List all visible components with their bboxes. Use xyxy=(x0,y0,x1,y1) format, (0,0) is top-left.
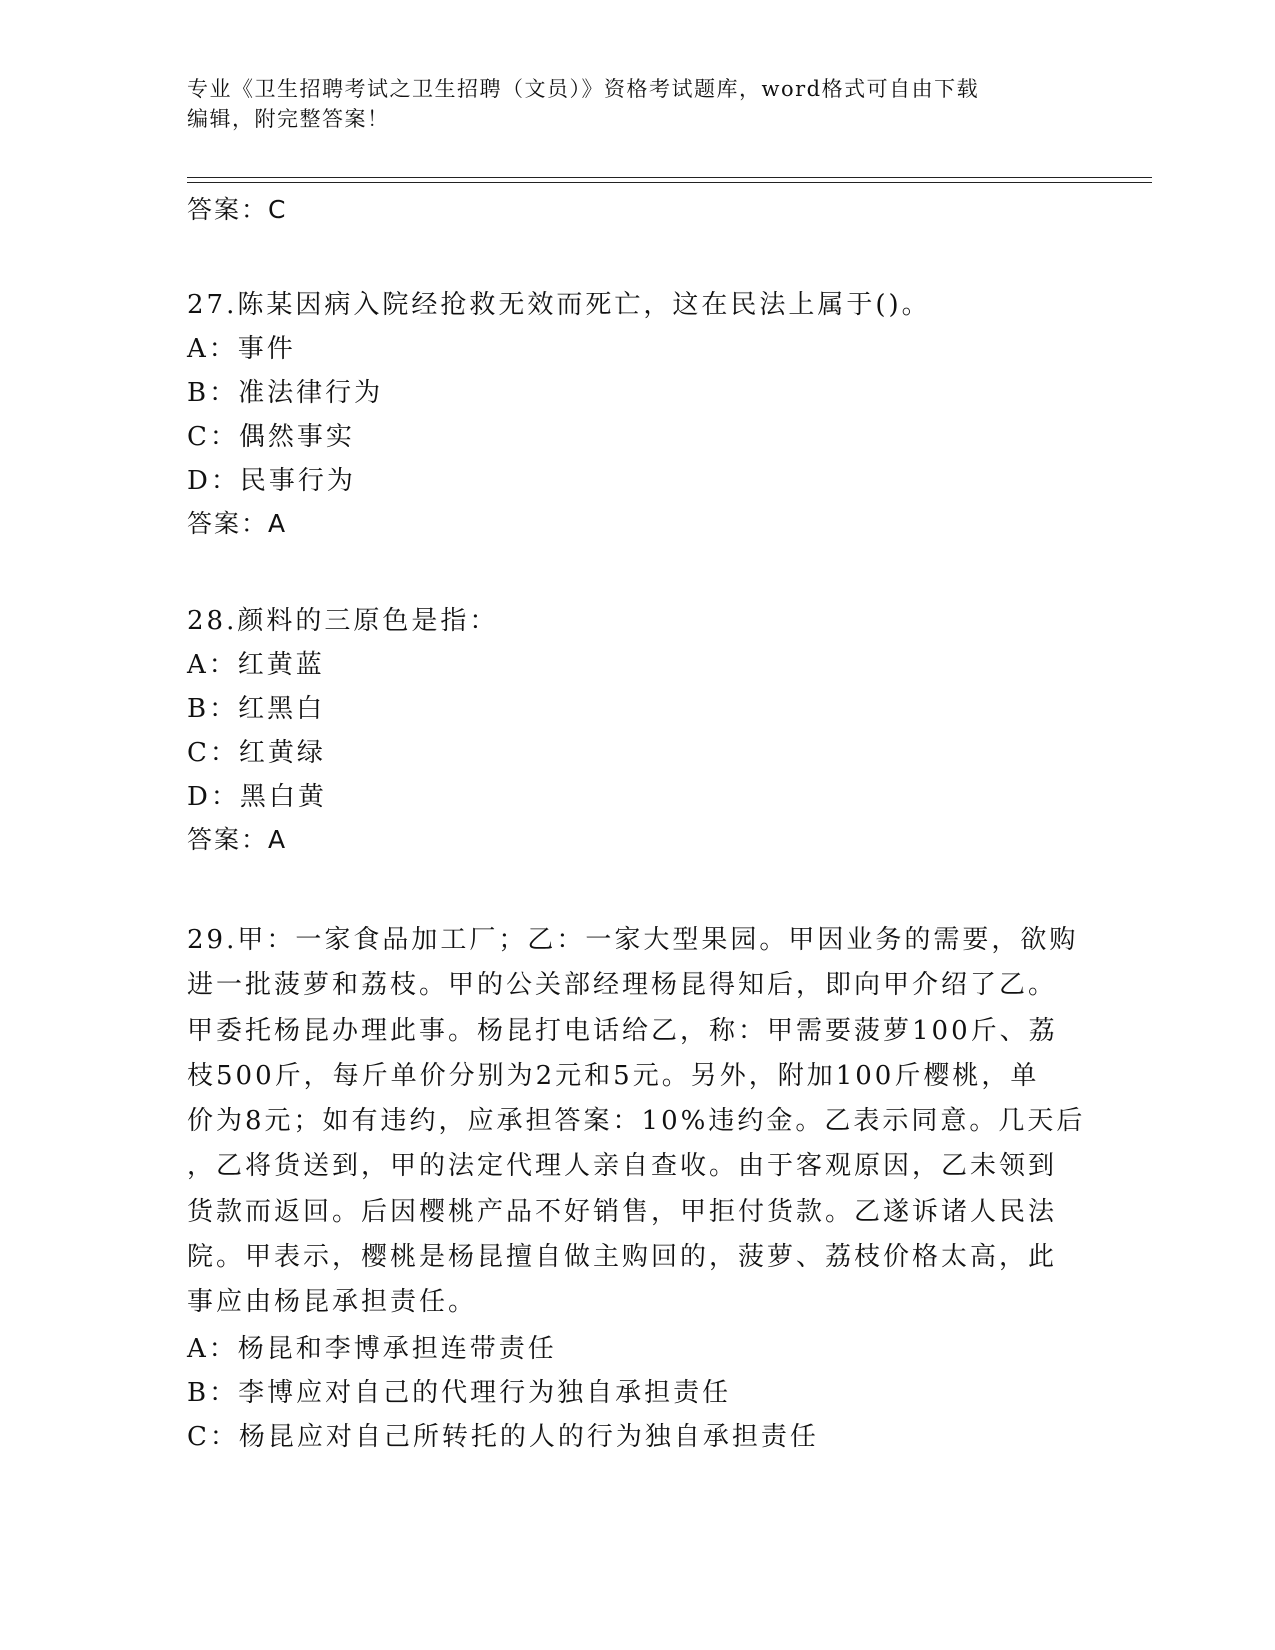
q28-option-a: A：红黄蓝 xyxy=(187,650,325,680)
q29-stem-line: 29.甲：一家食品加工厂；乙：一家大型果园。甲因业务的需要，欲购 xyxy=(187,925,1079,955)
q29-stem-line: 价为8元；如有违约，应承担答案：10%违约金。乙表示同意。几天后 xyxy=(187,1106,1086,1137)
q29-stem-line: 枝500斤，每斤单价分别为2元和5元。另外，附加100斤樱桃，单 xyxy=(187,1060,1040,1091)
q28-option-c: C：红黄绿 xyxy=(187,738,326,768)
header-line-2: 编辑，附完整答案！ xyxy=(187,107,390,131)
q29-stem-line: ，乙将货送到，甲的法定代理人亲自查收。由于客观原因，乙未领到 xyxy=(187,1151,1058,1182)
q27-option-c: C：偶然事实 xyxy=(187,422,355,452)
q29-option-c: C：杨昆应对自己所转托的人的行为独自承担责任 xyxy=(187,1422,819,1452)
header-line-1: 专业《卫生招聘考试之卫生招聘（文员）》资格考试题库，word格式可自由下载 xyxy=(187,77,980,101)
q27-option-d: D：民事行为 xyxy=(187,466,356,496)
q27-answer: 答案：A xyxy=(187,509,288,538)
q28-answer: 答案：A xyxy=(187,825,288,854)
q27-option-a: A：事件 xyxy=(187,334,296,364)
q29-stem-line: 进一批菠萝和荔枝。甲的公关部经理杨昆得知后，即向甲介绍了乙。 xyxy=(187,970,1058,1001)
q29-stem-line: 甲委托杨昆办理此事。杨昆打电话给乙，称：甲需要菠萝100斤、荔 xyxy=(187,1015,1058,1046)
q28-option-d: D：黑白黄 xyxy=(187,782,327,812)
q27-stem: 27.陈某因病入院经抢救无效而死亡，这在民法上属于()。 xyxy=(187,290,931,320)
document-header xyxy=(187,74,1067,134)
q29-stem-line: 院。甲表示，樱桃是杨昆擅自做主购回的，菠萝、荔枝价格太高，此 xyxy=(187,1242,1058,1273)
q29-stem xyxy=(187,918,1086,1326)
q28-option-b: B：红黑白 xyxy=(187,694,326,724)
q29-stem-line: 事应由杨昆承担责任。 xyxy=(187,1287,478,1318)
header-divider-bottom xyxy=(187,182,1152,183)
q27-option-b: B：准法律行为 xyxy=(187,378,384,408)
q29-option-b: B：李博应对自己的代理行为独自承担责任 xyxy=(187,1378,732,1408)
q29-stem-line: 货款而返回。后因樱桃产品不好销售，甲拒付货款。乙遂诉诸人民法 xyxy=(187,1196,1058,1227)
header-divider-top xyxy=(187,177,1152,178)
q28-stem: 28.颜料的三原色是指： xyxy=(187,606,499,636)
previous-answer: 答案：C xyxy=(187,195,288,224)
q29-option-a: A：杨昆和李博承担连带责任 xyxy=(187,1334,557,1364)
